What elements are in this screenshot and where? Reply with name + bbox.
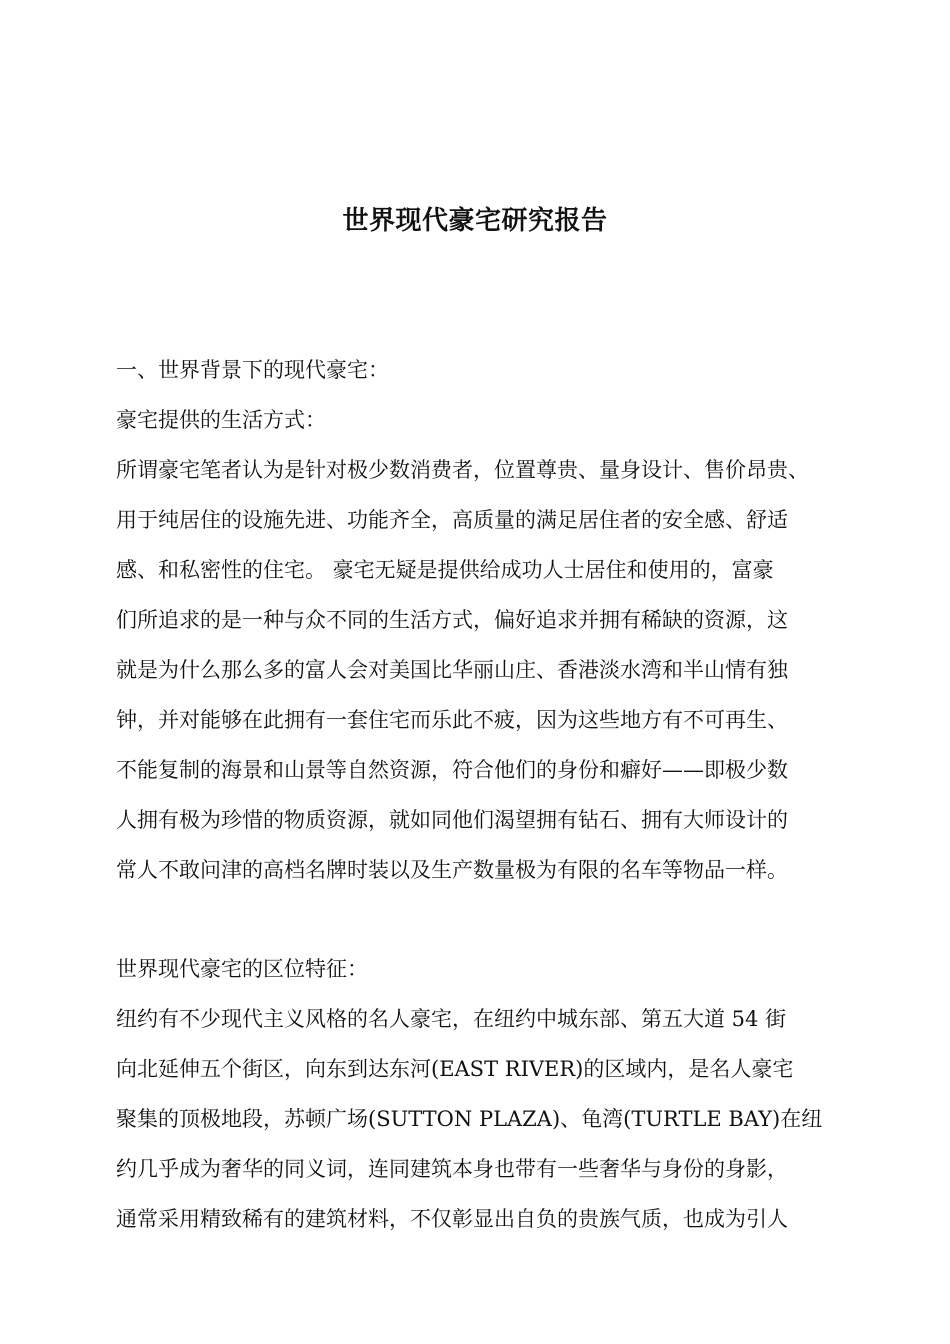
paragraph-line: 通常采用精致稀有的建筑材料，不仅彰显出自负的贵族气质，也成为引人 xyxy=(116,1207,788,1231)
paragraph-line: 感、和私密性的住宅。 豪宅无疑是提供给成功人士居住和使用的，富豪 xyxy=(116,558,774,582)
paragraph-line: 用于纯居住的设施先进、功能齐全，高质量的满足居住者的安全感、舒适 xyxy=(116,508,788,532)
paragraph-line: 不能复制的海景和山景等自然资源，符合他们的身份和癖好——即极少数 xyxy=(116,758,788,782)
paragraph-line: 约几乎成为奢华的同义词，连同建筑本身也带有一些奢华与身份的身影， xyxy=(116,1157,788,1181)
paragraph-line: 就是为什么那么多的富人会对美国比华丽山庄、香港淡水湾和半山情有独 xyxy=(116,658,788,682)
document-title: 世界现代豪宅研究报告 xyxy=(342,206,608,236)
subsection-heading: 世界现代豪宅的区位特征： xyxy=(116,957,368,981)
paragraph-line: 们所追求的是一种与众不同的生活方式，偏好追求并拥有稀缺的资源，这 xyxy=(116,608,788,632)
subsection-heading: 豪宅提供的生活方式： xyxy=(116,408,326,432)
paragraph-line: 人拥有极为珍惜的物质资源，就如同他们渴望拥有钻石、拥有大师设计的 xyxy=(116,808,788,832)
paragraph-line: 聚集的顶极地段，苏顿广场(SUTTON PLAZA)、龟湾(TURTLE BAY)在纽 xyxy=(116,1107,823,1131)
paragraph-line: 钟，并对能够在此拥有一套住宅而乐此不疲，因为这些地方有不可再生、 xyxy=(116,708,788,732)
paragraph-line: 纽约有不少现代主义风格的名人豪宅，在纽约中城东部、第五大道 54 街 xyxy=(116,1007,787,1031)
paragraph-line: 向北延伸五个街区，向东到达东河(EAST RIVER)的区域内，是名人豪宅 xyxy=(116,1057,794,1081)
paragraph-line: 所谓豪宅笔者认为是针对极少数消费者，位置尊贵、量身设计、售价昂贵、 xyxy=(116,458,809,482)
section-heading: 一、世界背景下的现代豪宅： xyxy=(116,358,389,382)
paragraph-line: 常人不敢问津的高档名牌时装以及生产数量极为有限的名车等物品一样。 xyxy=(116,858,788,882)
